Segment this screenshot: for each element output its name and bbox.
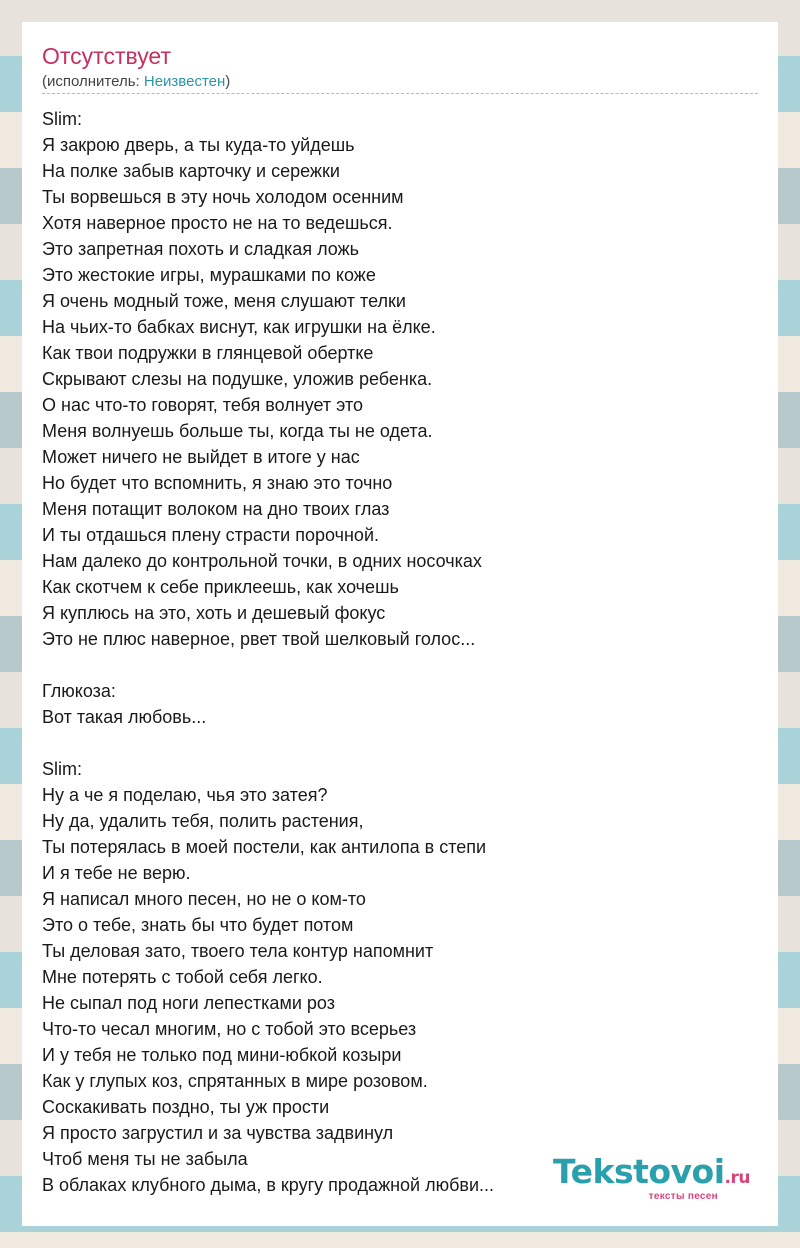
lyrics-line: Это не плюс наверное, рвет твой шелковый голос...	[42, 629, 476, 649]
lyrics-line: Может ничего не выйдет в итоге у нас	[42, 447, 360, 467]
song-title: Отсутствует	[42, 43, 171, 69]
lyrics-line: Ты ворвешься в эту ночь холодом осенним	[42, 187, 404, 207]
lyrics-line: Что-то чесал многим, но с тобой это всерьез	[42, 1019, 417, 1039]
logo-main-text: Tekstovoi	[553, 1152, 725, 1191]
lyrics-line: Ты потерялась в моей постели, как антилопа в степи	[42, 837, 487, 857]
lyrics-line: В облаках клубного дыма, в кругу продажной любви...	[42, 1175, 495, 1195]
lyrics-line: Ты деловая зато, твоего тела контур напомнит	[42, 941, 434, 961]
lyrics-line: Соскакивать поздно, ты уж прости	[42, 1097, 330, 1117]
lyrics-blank-line	[42, 730, 758, 756]
artist-prefix: (исполнитель:	[42, 73, 144, 90]
lyrics-line: Я закрою дверь, а ты куда-то уйдешь	[42, 135, 355, 155]
lyrics-line: О нас что-то говорят, тебя волнует это	[42, 395, 364, 415]
lyrics-line: Как скотчем к себе приклеешь, как хочешь	[42, 577, 399, 597]
lyrics-line: Как у глупых коз, спрятанных в мире розовом.	[42, 1071, 428, 1091]
lyrics-line: На чьих-то бабках виснут, как игрушки на ёлке.	[42, 317, 436, 337]
lyrics-line: На полке забыв карточку и сережки	[42, 161, 340, 181]
lyrics-line: Slim:	[42, 759, 82, 779]
lyrics-line: Хотя наверное просто не на то ведешься.	[42, 213, 393, 233]
lyrics-line: И я тебе не верю.	[42, 863, 191, 883]
lyrics-line: Я очень модный тоже, меня слушают телки	[42, 291, 406, 311]
artist-suffix: )	[225, 73, 231, 90]
lyrics-line: Это запретная похоть и сладкая ложь	[42, 239, 359, 259]
lyrics-line: И у тебя не только под мини-юбкой козыри	[42, 1045, 402, 1065]
title-divider	[42, 93, 758, 94]
logo-wordmark	[553, 1152, 750, 1195]
lyrics-line: Ну а че я поделаю, чья это затея?	[42, 785, 328, 805]
lyrics-text	[42, 106, 758, 1198]
site-logo[interactable]	[553, 1152, 750, 1202]
lyrics-line: Нам далеко до контрольной точки, в одних носочках	[42, 551, 482, 571]
lyrics-line: Я написал много песен, но не о ком-то	[42, 889, 366, 909]
lyrics-card	[22, 22, 778, 1226]
lyrics-line: Это о тебе, знать бы что будет потом	[42, 915, 354, 935]
lyrics-line: Я просто загрустил и за чувства задвинул	[42, 1123, 394, 1143]
lyrics-line: Slim:	[42, 109, 82, 129]
lyrics-blank-line	[42, 652, 758, 678]
artist-line	[42, 73, 230, 91]
lyrics-line: Но будет что вспомнить, я знаю это точно	[42, 473, 393, 493]
lyrics-line: Скрывают слезы на подушке, уложив ребенка.	[42, 369, 433, 389]
lyrics-line: И ты отдашься плену страсти порочной.	[42, 525, 379, 545]
logo-tagline: тексты песен	[648, 1191, 718, 1202]
lyrics-line: Не сыпал под ноги лепестками роз	[42, 993, 335, 1013]
artist-link[interactable]: Неизвестен	[143, 73, 226, 90]
lyrics-line: Чтоб меня ты не забыла	[42, 1149, 248, 1169]
lyrics-line: Это жестокие игры, мурашками по коже	[42, 265, 376, 285]
lyrics-line: Мне потерять с тобой себя легко.	[42, 967, 323, 987]
lyrics-line: Меня волнуешь больше ты, когда ты не одета.	[42, 421, 433, 441]
lyrics-line: Я куплюсь на это, хоть и дешевый фокус	[42, 603, 386, 623]
logo-tld: .ru	[724, 1168, 750, 1188]
lyrics-line: Глюкоза:	[42, 681, 116, 701]
lyrics-line: Меня потащит волоком на дно твоих глаз	[42, 499, 390, 519]
lyrics-line: Ну да, удалить тебя, полить растения,	[42, 811, 364, 831]
lyrics-line: Как твои подружки в глянцевой обертке	[42, 343, 374, 363]
lyrics-line: Вот такая любовь...	[42, 707, 207, 727]
